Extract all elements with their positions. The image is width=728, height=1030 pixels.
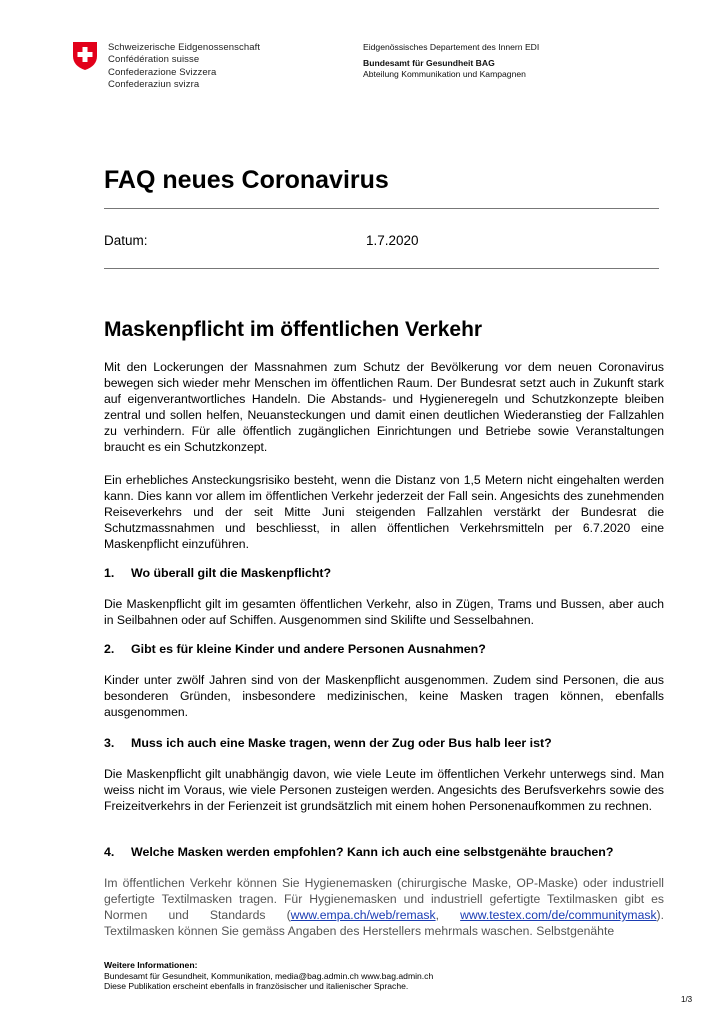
faq-question-4 [104,845,613,859]
faq-answer-3: Die Maskenpflicht gilt unabhängig davon, wie viele Leute im öffentlichen Verkehr unterwegs sind. Man weiss nicht im Voraus, wie viele Personen zusteigen werden. Angesichts des Berufsverkehrs sowie des Freizeitverkehrs in der Ferienzeit ist grundsätzlich mit einem hohen Personenaufkommen zu rechnen. [104,767,664,814]
page-number: 1/3 [681,995,693,1004]
faq-number: 3. [104,736,115,750]
confederation-name-rm: Confederaziun svizra [108,78,200,90]
intro-paragraph-1: Mit den Lockerungen der Massnahmen zum Schutz der Bevölkerung vor dem neuen Coronavirus bewegen sich wieder mehr Menschen im öffentlichen Raum. Der Bundesrat setzt auch in Zukunft stark auf eigenverantwortliches Handeln. Die Abstands- und Hygieneregeln und Schutzkonzepte bleiben zentral und sollen helfen, Neuansteckungen und damit einen deutlichen Wiederanstieg der Fallzahlen zu verhindern. Für alle öffentlich zugänglichen Einrichtungen und Betriebe sowie Veranstaltungen braucht es ein Schutzkonzept. [104,360,664,455]
confederation-names [108,42,260,91]
faq-question-text: Welche Masken werden empfohlen? Kann ich auch eine selbstgenähte brauchen? [131,845,614,859]
faq-answer-4-text-end: ). Textilmasken können Sie gemäss Angaben des Herstellers mehrmals waschen. Selbstgenähte [104,908,664,939]
document-title: FAQ neues Coronavirus [104,166,389,194]
confederation-name-fr: Confédération suisse [108,54,200,66]
link-separator: , [435,908,461,923]
faq-question-text: Wo überall gilt die Maskenpflicht? [131,566,332,580]
footer [104,960,433,992]
intro-paragraph-2: Ein erhebliches Ansteckungsrisiko besteht, wenn die Distanz von 1,5 Metern nicht eingehalten werden kann. Dies kann vor allem im öffentlichen Verkehr jederzeit der Fall sein. Angesichts des zunehmenden Reiseverkehrs und der seit Mitte Juni steigenden Fallzahlen verstärkt der Bundesrat die Schutzmassnahmen und beschliesst, in allen öffentlichen Verkehrsmitteln per 6.7.2020 eine Maskenpflicht einzuführen. [104,473,664,552]
section-heading: Maskenpflicht im öffentlichen Verkehr [104,318,483,341]
footer-contact: Bundesamt für Gesundheit, Kommunikation, media@bag.admin.ch www.bag.admin.ch [104,970,434,981]
date-value: 1.7.2020 [366,233,419,248]
faq-answer-2: Kinder unter zwölf Jahren sind von der Maskenpflicht ausgenommen. Zudem sind Personen, die aus besonderen Gründen, insbesondere medizinischen, keine Masken tragen können, ebenfalls ausgenommen. [104,673,664,720]
faq-number: 4. [104,845,115,859]
faq-question-2 [104,642,486,656]
confederation-name-it: Confederazione Svizzera [108,66,217,78]
faq-question-1 [104,566,331,580]
swiss-flag-icon [72,41,98,71]
footer-heading: Weitere Informationen: [104,960,198,970]
date-divider [104,268,659,269]
footer-language-note: Diese Publikation erscheint ebenfalls in französischer und italienischer Sprache. [104,981,409,991]
testex-link[interactable]: www.testex.com/de/communitymask [460,908,657,923]
faq-question-3 [104,736,552,750]
faq-number: 1. [104,566,115,580]
title-divider [104,208,659,209]
faq-question-text: Gibt es für kleine Kinder und andere Personen Ausnahmen? [131,642,486,656]
division-name: Abteilung Kommunikation und Kampagnen [363,69,526,80]
department-block [363,42,539,81]
faq-answer-1: Die Maskenpflicht gilt im gesamten öffentlichen Verkehr, also in Zügen, Trams und Bussen, aber auch in Seilbahnen oder auf Schiffen. Ausgenommen sind Skilifte und Sesselbahnen. [104,597,664,628]
empa-link[interactable]: www.empa.ch/web/remask [290,908,436,923]
faq-answer-4-text: Im öffentlichen Verkehr können Sie Hygienemasken (chirurgische Maske, OP-Maske) oder industriell gefertigte Textilmasken tragen. Für Hygienemasken und industriell gefertigte Textilmasken gibt es Normen und Standards ( [104,876,664,923]
faq-question-text: Muss ich auch eine Maske tragen, wenn der Zug oder Bus halb leer ist? [131,736,552,750]
date-label: Datum: [104,233,148,248]
faq-number: 2. [104,642,115,656]
faq-answer-4 [104,875,664,939]
confederation-name-de: Schweizerische Eidgenossenschaft [108,42,261,53]
department-name: Eidgenössisches Departement des Innern EDI [363,42,540,52]
office-name: Bundesamt für Gesundheit BAG [363,58,495,69]
